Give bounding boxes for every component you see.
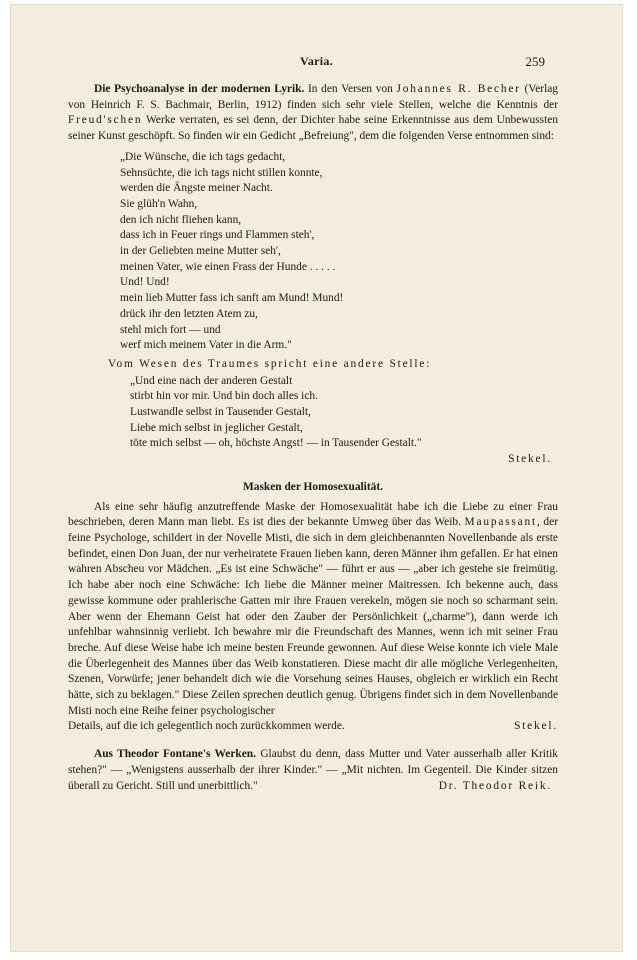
verse-line: Liebe mich selbst in jeglicher Gestalt, bbox=[130, 421, 303, 434]
verse-line: mein lieb Mutter fass ich sanft am Mund! Mund! bbox=[120, 292, 344, 305]
verse-line: töte mich selbst — oh, höchste Angst! — in Tausender Gestalt." bbox=[130, 437, 422, 450]
running-title: Varia. bbox=[299, 54, 334, 68]
sec1-text-c: Werke verraten, es sei denn, der Dichter habe seine Erkenntnisse aus dem Unbewussten seiner Kunst geschöpft. So finden wir ein Gedicht „Befreiung", dem die folgenden Verse entnommen sind: bbox=[68, 114, 558, 143]
sec3-heading: Aus Theodor Fontane's Werken. bbox=[94, 748, 256, 761]
verse-line: in der Geliebten meine Mutter seh', bbox=[120, 245, 281, 258]
sec1-heading: Die Psychoanalyse in der modernen Lyrik. bbox=[94, 83, 305, 95]
verse-line: „Und eine nach der anderen Gestalt bbox=[130, 374, 293, 387]
page-body bbox=[68, 82, 558, 794]
verse-line: Und! Und! bbox=[120, 276, 170, 289]
verse-line: Sehnsüchte, die ich tags nicht stillen konnte, bbox=[120, 166, 323, 179]
verse-line: meinen Vater, wie einen Frass der Hunde . . . . . bbox=[120, 260, 336, 273]
sec2-paragraph bbox=[68, 500, 558, 720]
verse-line: den ich nicht fliehen kann, bbox=[120, 213, 242, 226]
sec2-text-a: Als eine sehr häufig anzutreffende Maske der Homosexualität habe ich die Liebe zu einer Frau beschrieben, deren Mann man liebt. Es ist dies der bekannte Umweg über das Weib. bbox=[68, 500, 558, 529]
verse-line: dass ich in Feuer rings und Flammen steh', bbox=[120, 229, 315, 242]
verse-line: werden die Ängste meiner Nacht. bbox=[120, 182, 273, 195]
sec3-text: Glaubst du denn, dass Mutter und Vater ausserhalb aller Kritik stehen?" — „Wenigstens ausserhalb der ihrer Kinder." — „Mit nichten. Im Gegenteil. Die Kinder sitzen überall zu Gericht. Still und unerbittlich." bbox=[68, 748, 558, 792]
verse-line: „Die Wünsche, die ich tags gedacht, bbox=[120, 150, 286, 163]
sec2-heading: Masken der Homosexualität. bbox=[243, 480, 383, 493]
sec1-intro-second-quote: Vom Wesen des Traumes spricht eine andere Stelle: bbox=[108, 357, 432, 370]
sec1-paragraph bbox=[68, 82, 558, 145]
verse-line: drück ihr den letzten Atem zu, bbox=[120, 307, 258, 320]
verse-line: werf mich meinem Vater in die Arm." bbox=[120, 339, 292, 352]
sec2-signature: Stekel. bbox=[514, 720, 558, 733]
page-number: 259 bbox=[525, 54, 545, 69]
freud-name: Freud'schen bbox=[68, 114, 143, 127]
sec2-last-line bbox=[68, 719, 558, 735]
verse-line: Sie glüh'n Wahn, bbox=[120, 197, 198, 210]
verse-line: stehl mich fort — und bbox=[120, 323, 221, 336]
verse-line: stirbt hin vor mir. Und bin doch alles ich. bbox=[130, 390, 318, 403]
maupassant-name: Maupassant bbox=[464, 516, 537, 529]
poem-traum bbox=[130, 374, 558, 453]
sec2-text-b: , der feine Psychologe, schildert in der Novelle Misti, die sich in dem gleichbenannten Novellenbande als erste befindet, einen Don Juan, der nur verheiratete Frauen lieben kann, deren Männer ihm gefallen. Er hat einen wahren Abscheu vor Mädchen. „Es ist eine Schwäche" — führt er aus — „aber ich gestehe sie freimütig. Ich habe aber noch eine Schwäche: Ich liebe die Männer meiner Maitressen. Ich bekenne auch, dass gewisse kommune oder prahlerische Gatten mir ihre Frauen verekeln, mögen sie noch so scharmant sein. Aber wenn der Ehemann Geist hat oder den Zauber der Persönlichkeit („charme"), dann werde ich unfehlbar wahnsinnig verliebt. Ich bewahre mir die Freundschaft des Mannes, wenn ich mit seiner Frau breche. Auf diese Weise habe ich meine besten Freunde gewonnen. Auf diese Weise konnte ich viele Male die Überlegenheit des Mannes über das Weib konstatieren. Diese macht dir alle mögliche Verlegenheiten, Szenen, Vorwürfe; jener behandelt dich wie die Vorsehung seines Hauses, obgleich er wirklich ein Recht hätte, sich zu beklagen." Diese Zeilen sprechen deutlich genug. Übrigens findet sich in dem Novellenbande Misti noch eine Reihe feiner psychologischer bbox=[68, 516, 558, 717]
running-header bbox=[10, 54, 623, 74]
book-page bbox=[10, 4, 623, 952]
author-name: Johannes R. Becher bbox=[396, 83, 521, 95]
sec3-signature: Dr. Theodor Reik. bbox=[438, 779, 552, 792]
sec1-text-b: (Verlag von Heinrich F. S. Bachmair, Berlin, 1912) finden sich sehr viele Stellen, welche die Kenntnis der bbox=[68, 83, 558, 111]
poem-befreiung bbox=[120, 150, 558, 354]
sec1-signature: Stekel. bbox=[508, 453, 552, 466]
verse-line: Lustwandle selbst in Tausender Gestalt, bbox=[130, 406, 311, 419]
sec2-last-text: Details, auf die ich gelegentlich noch zurückkommen werde. bbox=[68, 720, 345, 733]
sec1-text-a: In den Versen von bbox=[304, 83, 397, 95]
